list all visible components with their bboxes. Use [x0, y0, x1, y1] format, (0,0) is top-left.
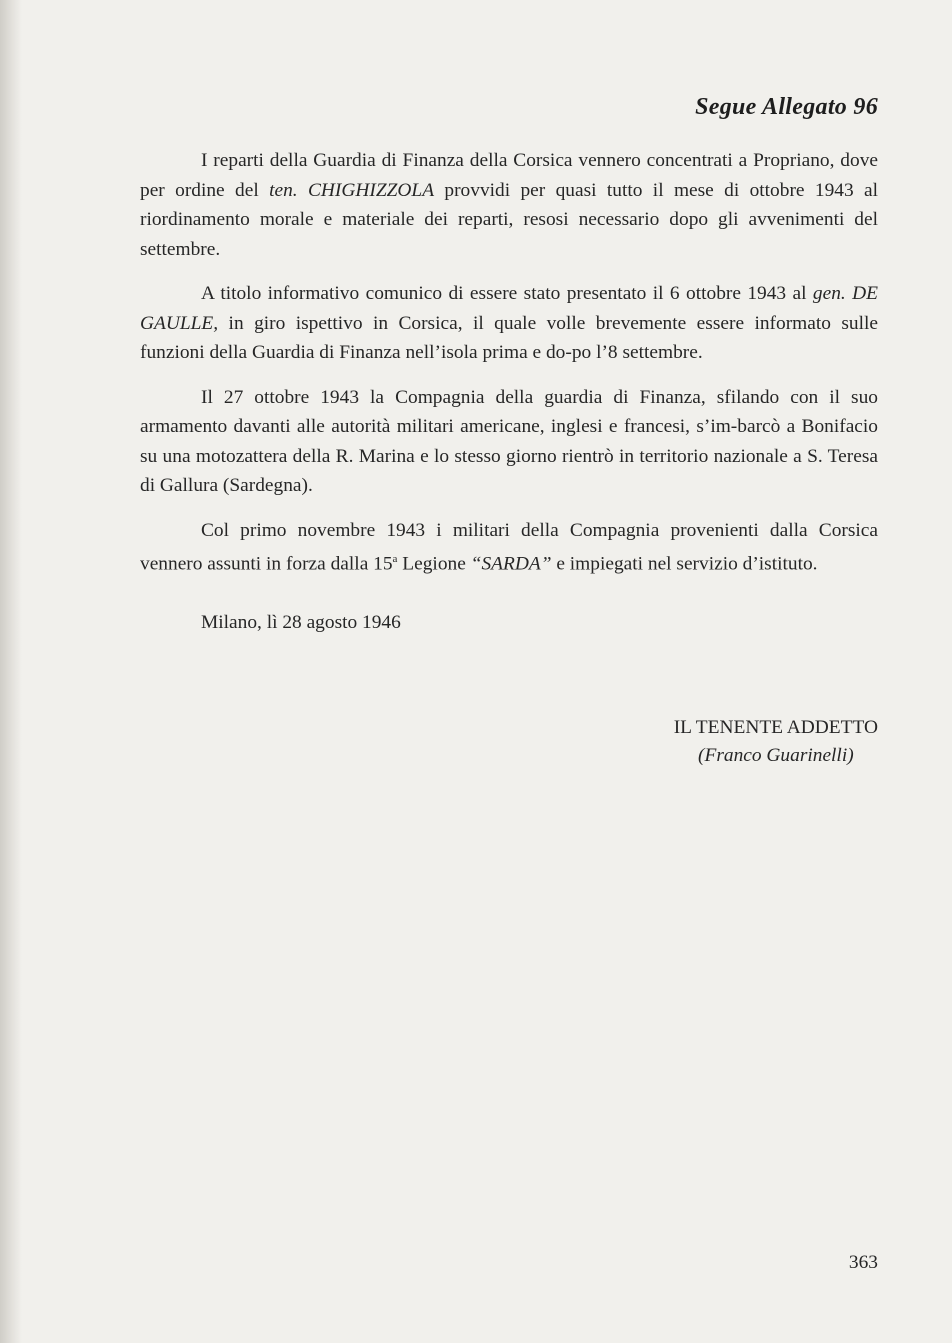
paragraph-1-italic-name: ten. CHIGHIZZOLA	[269, 179, 435, 201]
paragraph-4-text-c: e impiegati nel servizio d’istituto.	[551, 553, 818, 575]
document-page	[140, 0, 878, 1343]
ordinal-superscript: a	[392, 553, 398, 565]
body-text	[140, 146, 878, 594]
paragraph-1-text-a: I reparti della Guardia di Finanza della Corsica vennero concentrati a Propriano, dove per ordine del	[140, 150, 878, 201]
paragraph-4	[140, 516, 878, 579]
paragraph-4-text-b: Legione	[397, 553, 471, 575]
page-number: 363	[848, 1252, 878, 1273]
paragraph-2-text-b: in giro ispettivo in Corsica, il quale volle brevemente essere informato sulle funzioni della Guardia di Finanza nell’isola prima e do-po l’8 settembre.	[140, 312, 878, 363]
paragraph-2-text-a: A titolo informativo comunico di essere stato presentato il 6 ottobre 1943 al	[201, 283, 813, 304]
dateline: Milano, lì 28 agosto 1946	[201, 612, 401, 633]
signature-name: (Franco Guarinelli)	[698, 745, 854, 766]
signature-title: IL TENENTE ADDETTO	[673, 717, 878, 738]
paragraph-4-italic-legion: “SARDA”	[470, 553, 552, 575]
paragraph-2	[140, 279, 878, 368]
paragraph-4-text-a: Col primo novembre 1943 i militari della Compagnia provenienti dalla Corsica vennero assunti in forza dalla 15	[140, 519, 878, 575]
paragraph-1-text-b: provvidi per quasi tutto il mese di ottobre 1943 al riordinamento morale e materiale dei reparti, resosi necessario dopo gli avvenimenti del settembre.	[140, 179, 879, 260]
paragraph-3	[140, 383, 878, 501]
paragraph-3-text: Il 27 ottobre 1943 la Compagnia della guardia di Finanza, sfilando con il suo armamento davanti alle autorità militari americane, inglesi e francesi, s’im-barcò a Bonifacio su una motozattera della R. Marina e lo stesso giorno rientrò in territorio nazionale a S. Teresa di Gallura (Sardegna).	[140, 386, 878, 496]
paragraph-1	[140, 146, 878, 264]
signature-block	[674, 714, 878, 770]
running-head: Segue Allegato 96	[695, 94, 878, 120]
paragraph-2-italic-name: gen. DE GAULLE,	[140, 283, 878, 334]
page-gutter-shadow	[0, 0, 22, 1343]
